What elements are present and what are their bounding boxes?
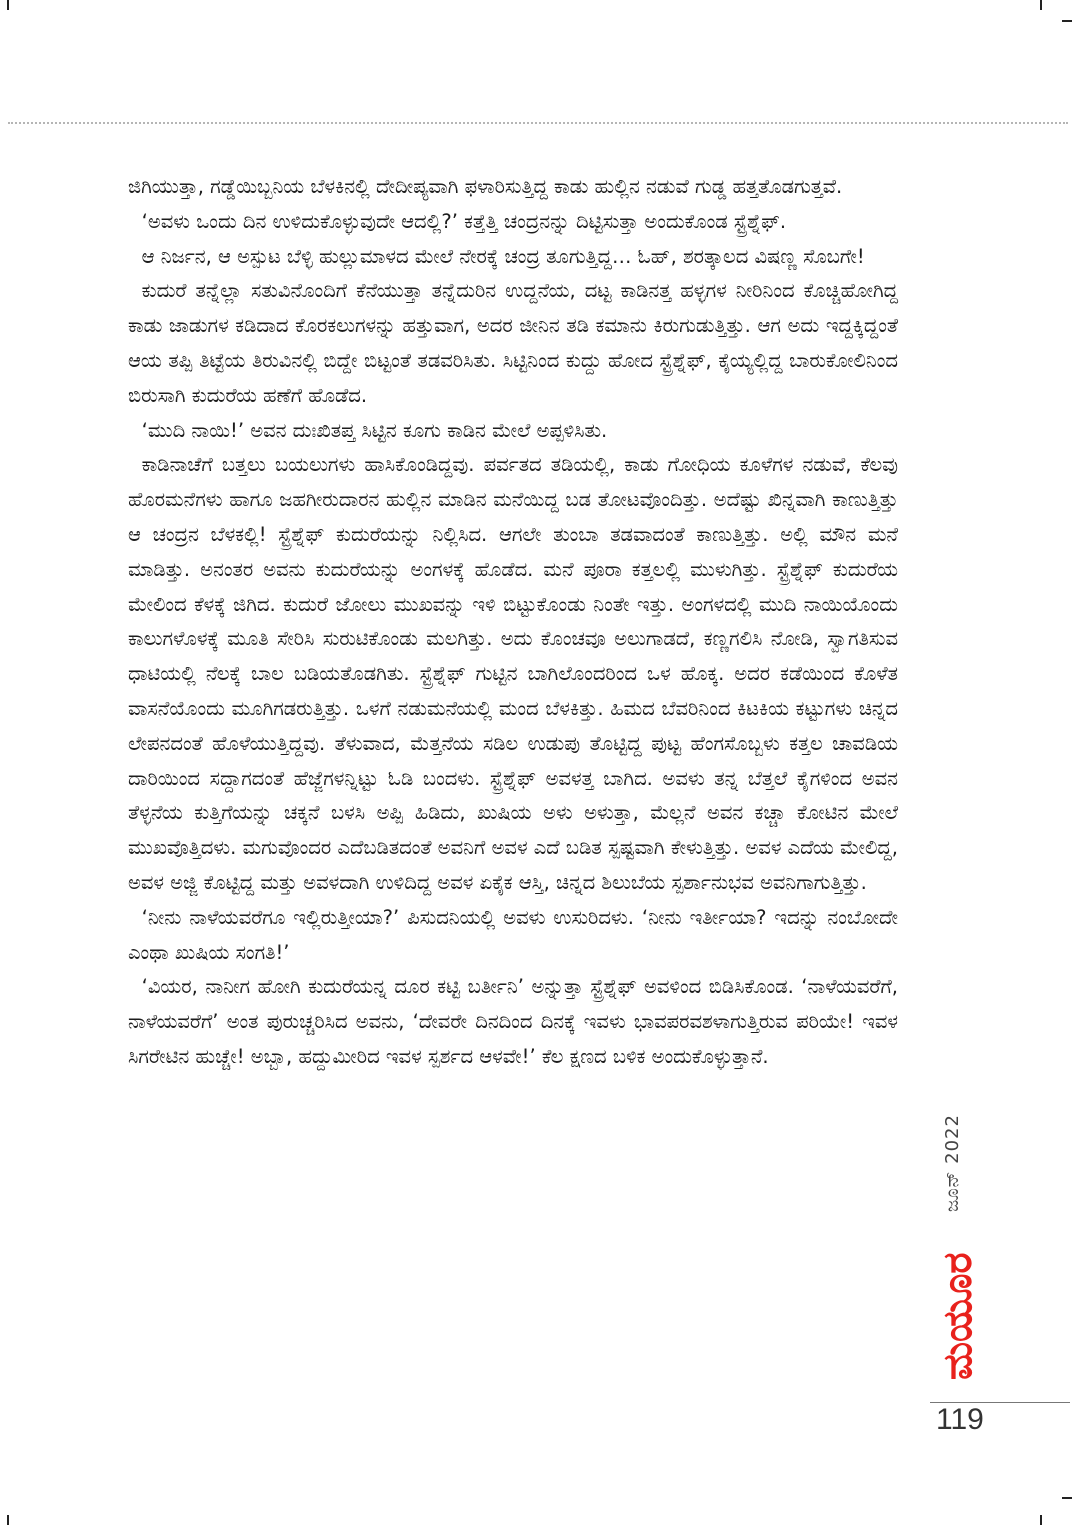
page-number: 119 xyxy=(936,1403,984,1436)
paragraph: ‘ನೀನು ನಾಳೆಯವರೆಗೂ ಇಲ್ಲಿರುತ್ತೀಯಾ?’ ಪಿಸುದನಿಯಲ್ಲಿ ಅವಳು ಉಸುರಿದಳು. ‘ನೀನು ಇರ್ತೀಯಾ? ಇದನ್ನು ನಂಬೋದೇ ಎಂಥಾ ಖುಷಿಯ ಸಂಗತಿ!’ xyxy=(128,905,898,964)
header-dotted-rule xyxy=(8,122,1068,124)
paragraph: ಕಾಡಿನಾಚೆಗೆ ಬತ್ತಲು ಬಯಲುಗಳು ಹಾಸಿಕೊಂಡಿದ್ದವು. ಪರ್ವತದ ತಡಿಯಲ್ಲಿ, ಕಾಡು ಗೋಧಿಯ ಕೂಳೆಗಳ ನಡುವೆ, ಕೆಲವು ಹೊರಮನೆಗಳು ಹಾಗೂ ಜಹಗೀರುದಾರನ ಹುಲ್ಲಿನ ಮಾಡಿನ ಮನೆಯಿದ್ದ ಬಡ ತೋಟವೊಂದಿತ್ತು. ಅದೆಷ್ಟು ಖಿನ್ನವಾಗಿ ಕಾಣುತ್ತಿತ್ತು ಆ ಚಂದ್ರನ ಬೆಳಕಲ್ಲಿ! ಸ್ಟ್ರೆಶ್ನೆಫ್ ಕುದುರೆಯನ್ನು ನಿಲ್ಲಿಸಿದ. ಆಗಲೇ ತುಂಬಾ ತಡವಾದಂತೆ ಕಾಣುತ್ತಿತ್ತು. ಅಲ್ಲಿ ಮೌನ ಮನೆ ಮಾಡಿತ್ತು. ಅನಂತರ ಅವನು ಕುದುರೆಯನ್ನು ಅಂಗಳಕ್ಕೆ ಹೊಡೆದ. ಮನೆ ಪೂರಾ ಕತ್ತಲಲ್ಲಿ ಮುಳುಗಿತ್ತು. ಸ್ಟ್ರೆಶ್ನೆಫ್ ಕುದುರೆಯ ಮೇಲಿಂದ ಕೆಳಕ್ಕೆ ಜಿಗಿದ. ಕುದುರೆ ಜೋಲು ಮುಖವನ್ನು ಇಳಿ ಬಿಟ್ಟುಕೊಂಡು ನಿಂತೇ ಇತ್ತು. ಅಂಗಳದಲ್ಲಿ ಮುದಿ ನಾಯಿಯೊಂದು ಕಾಲುಗಳೊಳಕ್ಕೆ ಮೂತಿ ಸೇರಿಸಿ ಸುರುಟಿಕೊಂಡು ಮಲಗಿತ್ತು. ಅದು ಕೊಂಚವೂ ಅಲುಗಾಡದೆ, ಕಣ್ಣಗಲಿಸಿ ನೋಡಿ, ಸ್ವಾಗತಿಸುವ ಧಾಟಿಯಲ್ಲಿ ನೆಲಕ್ಕೆ ಬಾಲ ಬಡಿಯತೊಡಗಿತು. ಸ್ಟ್ರೆಶ್ನೆಫ್ ಗುಟ್ಟಿನ ಬಾಗಿಲೊಂದರಿಂದ ಒಳ ಹೊಕ್ಕ. ಅದರ ಕಡೆಯಿಂದ ಕೊಳೆತ ವಾಸನೆಯೊಂದು ಮೂಗಿಗಡರುತ್ತಿತ್ತು. ಒಳಗೆ ನಡುಮನೆಯಲ್ಲಿ ಮಂದ ಬೆಳಕಿತ್ತು. ಹಿಮದ ಬೆವರಿನಿಂದ ಕಿಟಕಿಯ ಕಟ್ಟುಗಳು ಚಿನ್ನದ ಲೇಪನದಂತೆ ಹೊಳೆಯುತ್ತಿದ್ದವು. ತೆಳುವಾದ, ಮೆತ್ತನೆಯ ಸಡಿಲ ಉಡುಪು ತೊಟ್ಟಿದ್ದ ಪುಟ್ಟ ಹೆಂಗಸೊಬ್ಬಳು ಕತ್ತಲ ಚಾವಡಿಯ ದಾರಿಯಿಂದ ಸದ್ದಾಗದಂತೆ ಹೆಜ್ಜೆಗಳನ್ನಿಟ್ಟು ಓಡಿ ಬಂದಳು. ಸ್ಟ್ರೆಶ್ನೆಫ್ ಅವಳತ್ತ ಬಾಗಿದ. ಅವಳು ತನ್ನ ಬೆತ್ತಲೆ ಕೈಗಳಿಂದ ಅವನ ತೆಳ್ಳನೆಯ ಕುತ್ತಿಗೆಯನ್ನು ಚಕ್ಕನೆ ಬಳಸಿ ಅಪ್ಪಿ ಹಿಡಿದು, ಖುಷಿಯ ಅಳು ಅಳುತ್ತಾ, ಮೆಲ್ಲನೆ ಅವನ ಕಚ್ಚಾ ಕೋಟಿನ ಮೇಲೆ ಮುಖವೊತ್ತಿದಳು. ಮಗುವೊಂದರ ಎದೆಬಡಿತದಂತೆ ಅವನಿಗೆ ಅವಳ ಎದೆ ಬಡಿತ ಸ್ಪಷ್ಟವಾಗಿ ಕೇಳುತ್ತಿತ್ತು. ಅವಳ ಎದೆಯ ಮೇಲಿದ್ದ, ಅವಳ ಅಜ್ಜಿ ಕೊಟ್ಟಿದ್ದ ಮತ್ತು ಅವಳದಾಗಿ ಉಳಿದಿದ್ದ ಅವಳ ಏಕೈಕ ಆಸ್ತಿ, ಚಿನ್ನದ ಶಿಲುಬೆಯ ಸ್ಪರ್ಶಾನುಭವ ಅವನಿಗಾಗುತ್ತಿತ್ತು. xyxy=(128,453,898,894)
paragraph: ‘ವಿಯರ, ನಾನೀಗ ಹೋಗಿ ಕುದುರೆಯನ್ನ ದೂರ ಕಟ್ಟಿ ಬರ್ತೀನಿ’ ಅನ್ನುತ್ತಾ ಸ್ಟ್ರೆಶ್ನೆಫ್ ಅವಳಿಂದ ಬಿಡಿಸಿಕೊಂಡ. ‘ನಾಳೆಯವರೆಗೆ, ನಾಳೆಯವರೆಗೆ’ ಅಂತ ಪುರುಚ್ಚರಿಸಿದ ಅವನು, ‘ದೇವರೇ ದಿನದಿಂದ ದಿನಕ್ಕೆ ಇವಳು ಭಾವಪರವಶಳಾಗುತ್ತಿರುವ ಪರಿಯೇ! ಇವಳ ಸಿಗರೇಟಿನ ಹುಚ್ಚೇ! ಅಬ್ಬಾ, ಹದ್ದುಮೀರಿದ ಇವಳ ಸ್ಪರ್ಶದ ಆಳವೇ!’ ಕೆಲ ಕ್ಷಣದ ಬಳಿಕ ಅಂದುಕೊಳ್ಳುತ್ತಾನೆ. xyxy=(128,975,898,1068)
article-body xyxy=(128,170,898,1075)
crop-mark-right-lower xyxy=(1062,1497,1072,1499)
crop-mark-bottom-left xyxy=(7,1515,9,1525)
crop-mark-bottom-right xyxy=(1040,1515,1042,1525)
crop-mark-right-upper xyxy=(1062,20,1072,22)
issue-date: ಜೂನ್ 2022 xyxy=(942,1114,963,1212)
paragraph: ‘ಅವಳು ಒಂದು ದಿನ ಉಳಿದುಕೊಳ್ಳುವುದೇ ಆದಲ್ಲಿ?’ ಕತ್ತೆತ್ತಿ ಚಂದ್ರನನ್ನು ದಿಟ್ಟಿಸುತ್ತಾ ಅಂದುಕೊಂಡ ಸ್ಟ್ರೆಶ್ನೆಫ್. xyxy=(141,209,787,233)
paragraph: ಕುದುರೆ ತನ್ನೆಲ್ಲಾ ಸತುವಿನೊಂದಿಗೆ ಕೆನೆಯುತ್ತಾ ತನ್ನೆದುರಿನ ಉದ್ದನೆಯ, ದಟ್ಟ ಕಾಡಿನತ್ತ ಹಳ್ಳಗಳ ನೀರಿನಿಂದ ಕೊಚ್ಚಿಹೋಗಿದ್ದ ಕಾಡು ಜಾಡುಗಳ ಕಡಿದಾದ ಕೊರಕಲುಗಳನ್ನು ಹತ್ತುವಾಗ, ಅದರ ಜೀನಿನ ತಡಿ ಕಮಾನು ಕಿರುಗುಡುತ್ತಿತ್ತು. ಆಗ ಅದು ಇದ್ದಕ್ಕಿದ್ದಂತೆ ಆಯ ತಪ್ಪಿ ತಿಟ್ಟೆಯ ತಿರುವಿನಲ್ಲಿ ಬಿದ್ದೇ ಬಿಟ್ಟಂತೆ ತಡವರಿಸಿತು. ಸಿಟ್ಟಿನಿಂದ ಕುದ್ದು ಹೋದ ಸ್ಟ್ರೆಶ್ನೆಫ್, ಕೈಯ್ಯಲ್ಲಿದ್ದ ಬಾರುಕೋಲಿನಿಂದ ಬಿರುಸಾಗಿ ಕುದುರೆಯ ಹಣೆಗೆ ಹೊಡೆದ. xyxy=(128,279,898,407)
crop-mark-top-right xyxy=(1040,0,1042,10)
paragraph: ಆ ನಿರ್ಜನ, ಆ ಅಸ್ಪುಟ ಬೆಳ್ಳಿ ಹುಲ್ಲುಮಾಳದ ಮೇಲೆ ನೇರಕ್ಕೆ ಚಂದ್ರ ತೂಗುತ್ತಿದ್ದ… ಓಹ್, ಶರತ್ಕಾಲದ ವಿಷಣ್ಣ ಸೊಬಗೇ! xyxy=(141,244,865,268)
magazine-logo: ಮಯೂರ xyxy=(935,1252,981,1380)
crop-mark-top-left xyxy=(7,0,9,10)
paragraph: ಜಿಗಿಯುತ್ತಾ, ಗಡ್ಡೆಯಿಬ್ಬನಿಯ ಬೆಳಕಿನಲ್ಲಿ ದೇದೀಪ್ಯವಾಗಿ ಫಳಾರಿಸುತ್ತಿದ್ದ ಕಾಡು ಹುಲ್ಲಿನ ನಡುವೆ ಗುಡ್ಡ ಹತ್ತತೊಡಗುತ್ತವೆ. xyxy=(128,175,843,198)
paragraph: ‘ಮುದಿ ನಾಯಿ!’ ಅವನ ದುಃಖಿತಪ್ತ ಸಿಟ್ಟಿನ ಕೂಗು ಕಾಡಿನ ಮೇಲೆ ಅಪ್ಪಳಿಸಿತು. xyxy=(141,418,608,442)
